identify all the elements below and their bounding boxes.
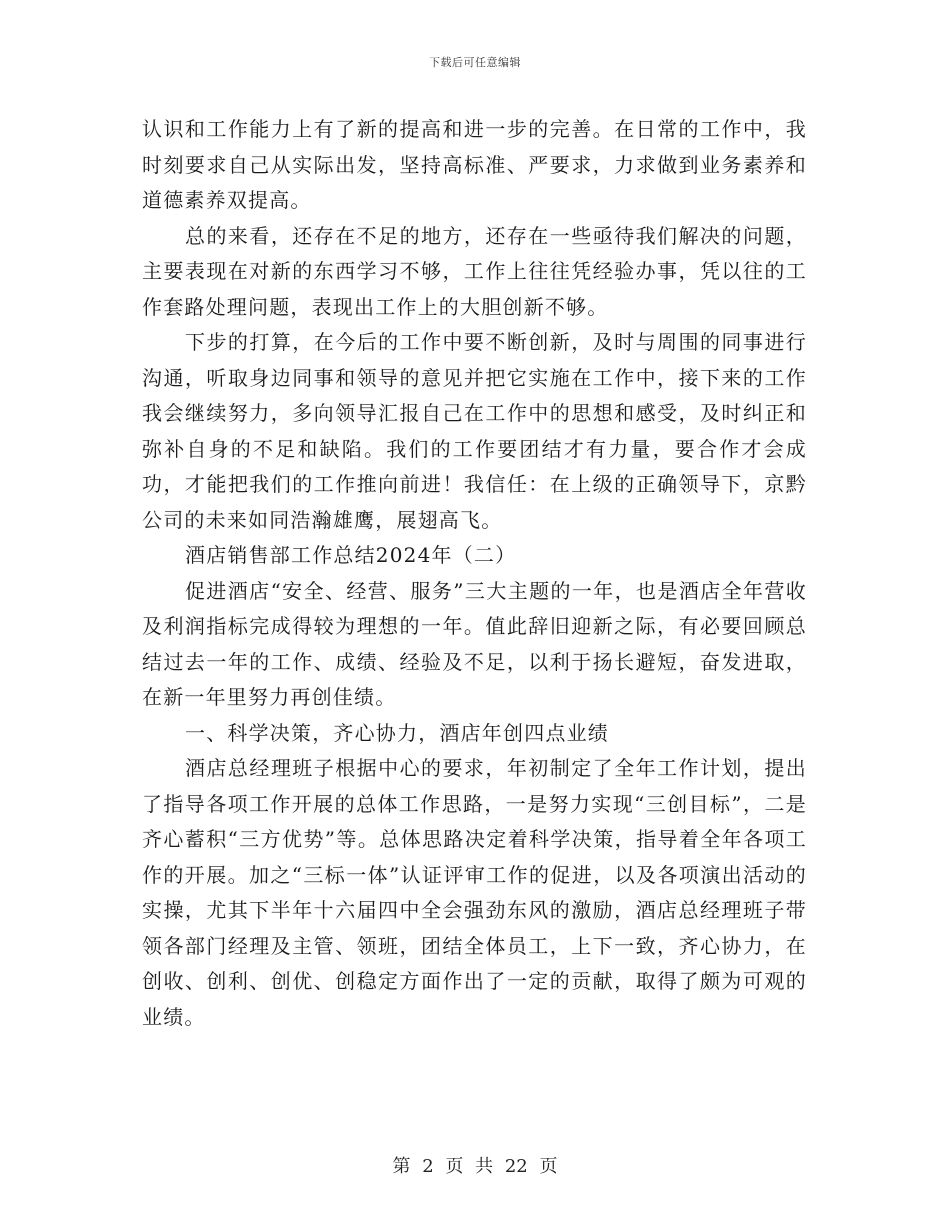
paragraph-3: 下步的打算，在今后的工作中要不断创新，及时与周围的同事进行沟通，听取身边同事和领导的意见并把它实施在工作中，接下来的工作我会继续努力，多向领导汇报自己在工作中的思想和感受，及时纠正和弥补自身的不足和缺陷。我们的工作要团结才有力量，要合作才会成功，才能把我们的工作推向前进！我信任：在上级的正确领导下，京黔公司的未来如同浩瀚雄鹰，展翅高飞。: [142, 330, 807, 532]
paragraph-1: 认识和工作能力上有了新的提高和进一步的完善。在日常的工作中，我时刻要求自己从实际出发，坚持高标准、严要求，力求做到业务素养和道德素养双提高。: [142, 117, 807, 212]
page-header: 下载后可任意编辑: [429, 56, 521, 69]
section-title: 酒店销售部工作总结2024年（二）: [185, 543, 517, 567]
paragraph-2: 总的来看，还存在不足的地方，还存在一些亟待我们解决的问题，主要表现在对新的东西学习不够，工作上往往凭经验办事，凭以往的工作套路处理问题，表现出工作上的大胆创新不够。: [142, 223, 807, 319]
document-body: [142, 112, 807, 1035]
page-number-footer: 第 2 页 共 22 页: [392, 1156, 558, 1177]
subsection-heading: 一、科学决策，齐心协力，酒店年创四点业绩: [185, 720, 609, 745]
paragraph-5: 酒店总经理班子根据中心的要求，年初制定了全年工作计划，提出了指导各项工作开展的总体工作思路，一是努力实现“三创目标”，二是齐心蓄积“三方优势”等。总体思路决定着科学决策，指导着全年各项工作的开展。加之“三标一体”认证评审工作的促进，以及各项演出活动的实操，尤其下半年十六届四中全会强劲东风的激励，酒店总经理班子带领各部门经理及主管、领班，团结全体员工，上下一致，齐心协力，在创收、创利、创优、创稳定方面作出了一定的贡献，取得了颇为可观的业绩。: [142, 756, 807, 1029]
paragraph-4: 促进酒店“安全、经营、服务”三大主题的一年，也是酒店全年营收及利润指标完成得较为理想的一年。值此辞旧迎新之际，有必要回顾总结过去一年的工作、成绩、经验及不足，以利于扬长避短，奋发进取，在新一年里努力再创佳绩。: [142, 578, 807, 709]
